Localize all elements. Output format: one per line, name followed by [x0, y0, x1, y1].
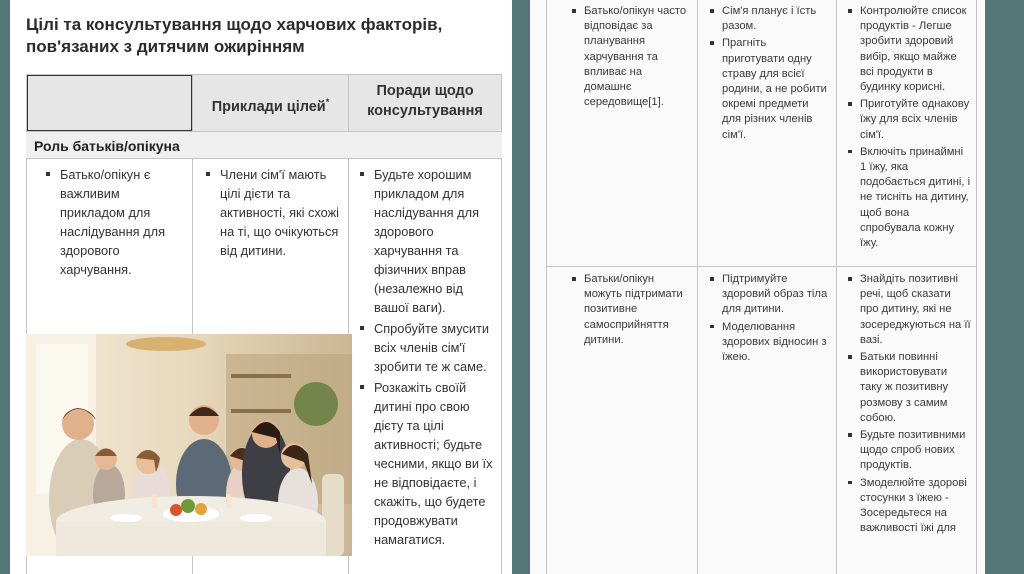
list-item: Включіть принаймні 1 їжу, яка подобається дитині, і не тисніть на дитину, щоб вона спробувала кожну їжу. [846, 145, 972, 251]
family-dinner-photo [26, 334, 352, 556]
list-item: Приготуйте однакову їжу для всіх членів сім'ї. [846, 97, 972, 143]
cell-goal-text [204, 165, 340, 262]
list-item: Сім'я планує і їсть разом. [708, 4, 830, 34]
cell-advice-text [846, 4, 972, 253]
cell-role-text [570, 272, 688, 350]
list-item: Прагніть приготувати одну страву для всієї родини, а не робити окремі предмети для різних членів сім'ї. [708, 36, 830, 142]
cell-role-text [44, 165, 186, 281]
header-empty-cell [27, 75, 192, 131]
table-left-border [546, 0, 547, 574]
list-item: Розкажіть своїй дитині про свою дієту та цілі активності; будьте чесними, якщо ви їх не відповідаєте, і скажіть, що будете продовжувати намагатися. [358, 378, 498, 549]
list-item: Знайдіть позитивні речі, щоб сказати про дитину, які не зосереджуються на її вазі. [846, 272, 972, 348]
list-item: Спробуйте змусити всіх членів сім'ї зробити те ж саме. [358, 319, 498, 376]
header-cell-advice [349, 75, 501, 131]
list-item: Батько/опікун часто відповідає за планування харчування та впливає на домашнє середовище[1]. [570, 4, 690, 110]
header-cell-goals [193, 75, 348, 131]
table-col-divider-1 [697, 0, 698, 574]
list-item: Підтримуйте здоровий образ тіла для дитини. [708, 272, 830, 318]
cell-goal-text [708, 4, 830, 145]
list-item: Контролюйте список продуктів - Легше зробити здоровий вибір, якщо майже всі продукти в будинку корисні. [846, 4, 972, 95]
cell-advice-text [846, 272, 972, 538]
document-title: Цілі та консультування щодо харчових факторів, пов'язаних з дитячим ожирінням [26, 15, 443, 56]
table-col-divider-2 [836, 0, 837, 574]
list-item: Батьки/опікун можуть підтримати позитивне самосприйняття дитини. [570, 272, 688, 348]
cell-role-text [570, 4, 690, 112]
table-row-divider [546, 266, 977, 267]
list-item: Будьте хорошим прикладом для наслідування для здорового харчування та фізичних вправ (незалежно від вашої ваги). [358, 165, 498, 317]
right-document-page [530, 0, 985, 574]
cell-advice-text [358, 165, 498, 551]
list-item: Члени сім'ї мають цілі дієти та активності, які схожі на ті, що очікуються від дитини. [204, 165, 340, 260]
header-advice-label: Поради щодо консультування [367, 83, 483, 119]
list-item: Батько/опікун є важливим прикладом для наслідування для здорового харчування. [44, 165, 186, 279]
left-document-page [10, 0, 512, 574]
list-item: Моделювання здорових відносин з їжею. [708, 320, 830, 366]
section-parent-role: Роль батьків/опікуна [26, 131, 502, 159]
header-goals-label: Приклади цілей* [211, 97, 330, 115]
cell-goal-text [708, 272, 830, 367]
list-item: Змоделюйте здорові стосунки з їжею - Зосередьтеся на важливості їжі для [846, 476, 972, 537]
list-item: Батьки повинні використовувати таку ж позитивну розмову з самим собою. [846, 350, 972, 426]
table-right-border [976, 0, 977, 574]
list-item: Будьте позитивними щодо спроб нових продуктів. [846, 428, 972, 474]
